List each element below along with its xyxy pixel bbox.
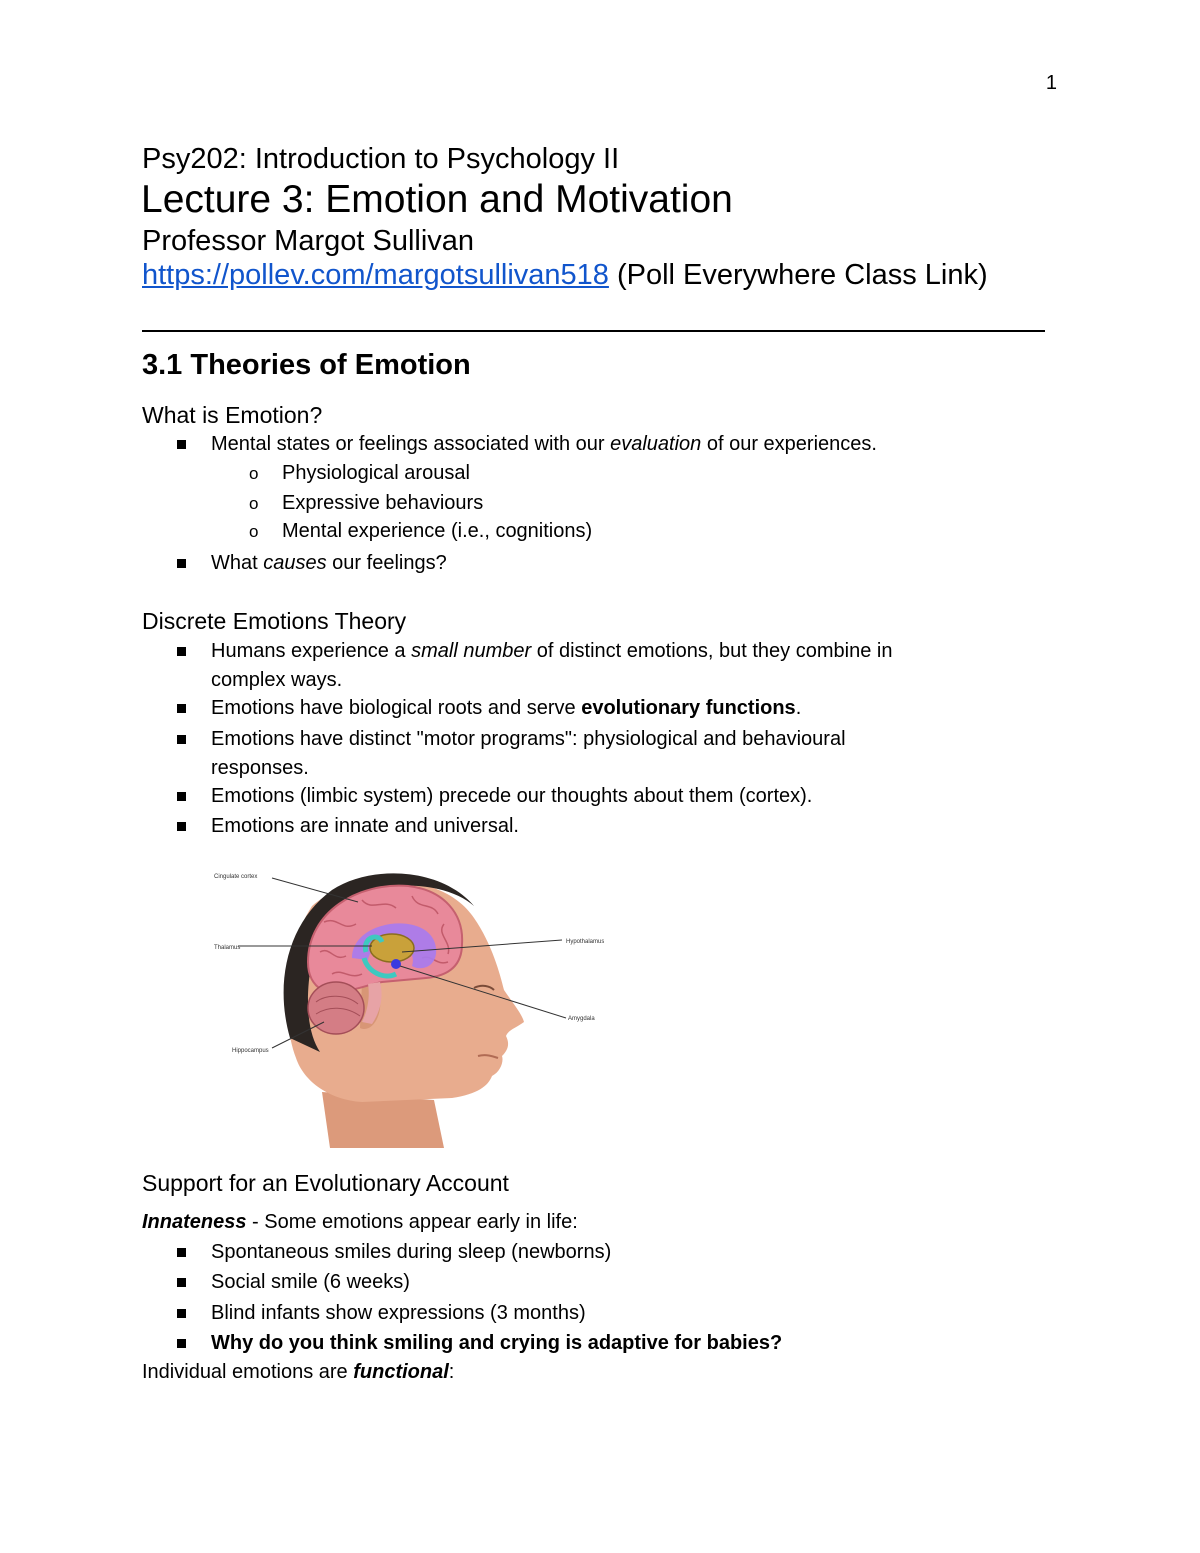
list-item xyxy=(211,697,801,720)
bullet-marker xyxy=(177,647,186,656)
amygdala-region xyxy=(391,959,401,969)
poll-link[interactable]: https://pollev.com/margotsullivan518 xyxy=(142,259,609,291)
functional-line xyxy=(142,1361,454,1384)
list-item xyxy=(211,552,447,575)
bullet-marker xyxy=(177,704,186,713)
subheading-discrete-emotions: Discrete Emotions Theory xyxy=(142,608,407,634)
list-item-continuation: responses. xyxy=(211,757,309,779)
list-item-continuation: complex ways. xyxy=(211,669,343,691)
list-item: Spontaneous smiles during sleep (newborns) xyxy=(211,1241,612,1263)
bullet-marker xyxy=(177,1248,186,1257)
bullet-marker xyxy=(177,822,186,831)
text-run: What xyxy=(211,552,264,574)
subheading-what-is-emotion: What is Emotion? xyxy=(142,402,323,428)
text-run: Mental states or feelings associated with our xyxy=(211,433,611,455)
professor-name: Professor Margot Sullivan xyxy=(142,225,475,257)
strong-text: evolutionary functions xyxy=(581,697,796,719)
text-run: of distinct emotions, but they combine in xyxy=(531,640,893,662)
text-run: - Some emotions appear early in life: xyxy=(246,1211,578,1233)
label-hippocampus: Hippocampus xyxy=(232,1048,269,1054)
bullet-marker xyxy=(177,559,186,568)
term-innateness: Innateness xyxy=(142,1211,247,1233)
label-thalamus: Thalamus xyxy=(214,945,241,951)
emphasis: evaluation xyxy=(610,433,702,455)
text-run: Emotions have biological roots and serve xyxy=(211,697,582,719)
list-item xyxy=(211,640,892,663)
label-amygdala: Amygdala xyxy=(568,1016,595,1022)
text-run: our feelings? xyxy=(326,552,447,574)
label-hypothalamus: Hypothalamus xyxy=(566,939,604,945)
bullet-marker xyxy=(177,1339,186,1348)
poll-link-line xyxy=(142,259,988,292)
sub-list-item: Expressive behaviours xyxy=(282,492,484,514)
list-item: Social smile (6 weeks) xyxy=(211,1271,410,1293)
list-item xyxy=(211,433,877,456)
sub-bullet-marker: o xyxy=(249,522,259,541)
course-title: Psy202: Introduction to Psychology II xyxy=(142,143,620,175)
sub-bullet-marker: o xyxy=(249,464,259,483)
bullet-marker xyxy=(177,792,186,801)
label-cingulate: Cingulate cortex xyxy=(214,874,258,880)
bullet-marker xyxy=(177,1278,186,1287)
list-item: Emotions (limbic system) precede our thoughts about them (cortex). xyxy=(211,785,813,807)
list-item: Emotions have distinct "motor programs": physiological and behavioural xyxy=(211,728,846,750)
list-item-question: Why do you think smiling and crying is adaptive for babies? xyxy=(211,1332,783,1354)
text-run: of our experiences. xyxy=(701,433,877,455)
text-run: . xyxy=(795,697,802,719)
lecture-title: Lecture 3: Emotion and Motivation xyxy=(141,178,733,221)
horizontal-rule xyxy=(142,330,1045,332)
text-run: : xyxy=(448,1361,455,1383)
emphasis: small number xyxy=(411,640,532,662)
sub-list-item: Mental experience (i.e., cognitions) xyxy=(282,520,593,542)
term-functional: functional xyxy=(353,1361,449,1383)
bullet-marker xyxy=(177,440,186,449)
poll-link-note: (Poll Everywhere Class Link) xyxy=(616,259,988,291)
text-run: Individual emotions are xyxy=(142,1361,354,1383)
sub-bullet-marker: o xyxy=(249,494,259,513)
list-item: Emotions are innate and universal. xyxy=(211,815,519,837)
limbic-system-figure xyxy=(212,862,604,1148)
subheading-support-evolutionary: Support for an Evolutionary Account xyxy=(142,1170,509,1196)
page-number: 1 xyxy=(1045,72,1057,94)
sub-list-item: Physiological arousal xyxy=(282,462,470,484)
bullet-marker xyxy=(177,1309,186,1318)
list-item: Blind infants show expressions (3 months) xyxy=(211,1302,586,1324)
bullet-marker xyxy=(177,735,186,744)
innateness-line xyxy=(142,1211,578,1234)
section-heading: 3.1 Theories of Emotion xyxy=(142,349,471,381)
emphasis: causes xyxy=(263,552,327,574)
text-run: Humans experience a xyxy=(211,640,412,662)
